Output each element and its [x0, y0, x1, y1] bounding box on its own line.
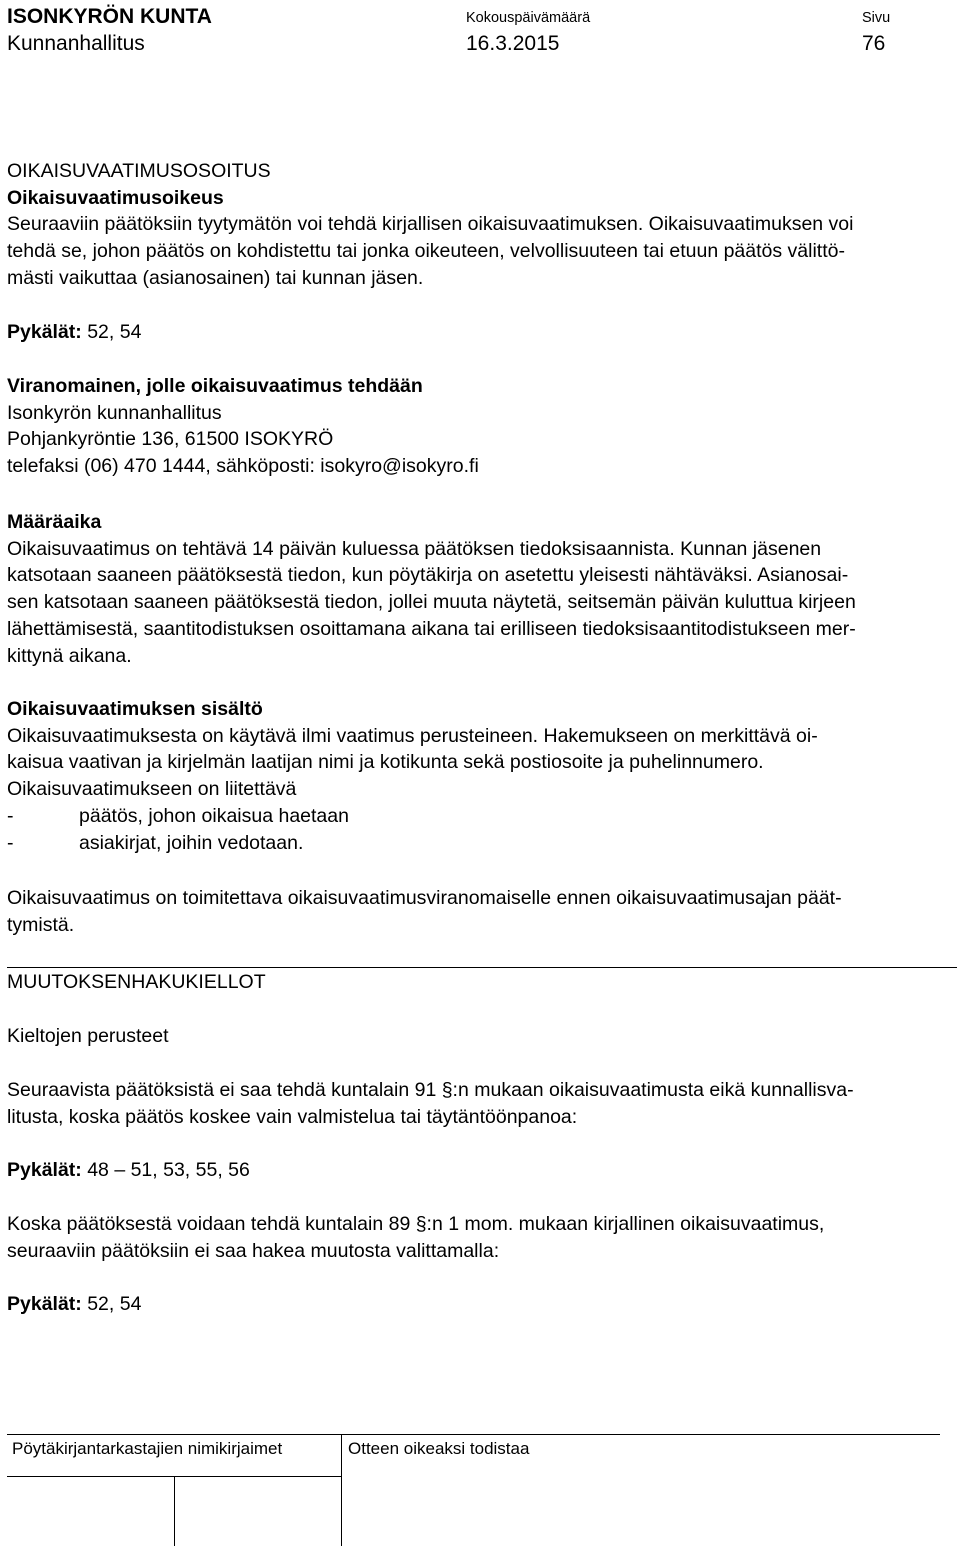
content-block: [7, 696, 947, 856]
appeal-section: [7, 158, 947, 292]
authority-line: Isonkyrön kunnanhallitus: [7, 401, 222, 424]
authority-line: Pohjankyröntie 136, 61500 ISOKYRÖ: [7, 428, 334, 451]
content-line: Oikaisuvaatimuksesta on käytävä ilmi vaatimus perusteineen. Hakemukseen on merkittävä oi-: [7, 724, 818, 747]
prohibition-sections-2: [7, 1291, 947, 1318]
prohibition-para-2: [7, 1211, 947, 1264]
page-label: Sivu: [862, 10, 891, 26]
sections-value: 52, 54: [81, 321, 142, 343]
deadline-line: katsotaan saaneen päätöksestä tiedon, kun pöytäkirja on asetettu yleisesti nähtäväksi. Asianosai-: [7, 564, 849, 587]
signatures-label: Pöytäkirjantarkastajien nimikirjaimet: [12, 1439, 283, 1458]
prohibitions-title: MUUTOKSENHAKUKIELLOT: [7, 971, 266, 993]
prohibition-sections-1: [7, 1157, 947, 1184]
deadline-line: sen katsotaan saaneen päätöksestä tiedon, jollei muuta näytetä, seitsemän päivän kuluttua kirjeen: [7, 591, 856, 614]
appeal-right-heading: Oikaisuvaatimusoikeus: [7, 186, 224, 209]
appeal-intro-line: tehdä se, johon päätös on kohdistettu tai jonka oikeuteen, velvollisuuteen tai etuun päätös välittö-: [7, 240, 845, 263]
certified-label: Otteen oikeaksi todistaa: [348, 1439, 530, 1458]
prohibition-line: seuraaviin päätöksiin ei saa hakea muutosta valittamalla:: [7, 1239, 500, 1262]
content-line: Oikaisuvaatimukseen on liitettävä: [7, 778, 297, 801]
delivery-block: [7, 885, 947, 938]
prohibition-para-1: [7, 1077, 947, 1130]
content-line: kaisua vaativan ja kirjelmän laatijan nimi ja kotikunta sekä postiosoite ja puhelinnumero.: [7, 751, 764, 774]
authority-line: telefaksi (06) 470 1444, sähköposti: isokyro@isokyro.fi: [7, 455, 479, 478]
grounds-heading: Kieltojen perusteet: [7, 1025, 169, 1047]
footer-signature-divider: [174, 1476, 175, 1546]
prohibition-line: litusta, koska päätös koskee vain valmistelua tai täytäntöönpanoa:: [7, 1105, 578, 1128]
prohibition-line: Seuraavista päätöksistä ei saa tehdä kuntalain 91 §:n mukaan oikaisuvaatimusta eikä kunnallisva-: [7, 1079, 854, 1101]
authority-block: [7, 373, 947, 480]
attachment-item: [7, 830, 947, 857]
sections-label: Pykälät:: [7, 1159, 82, 1181]
sections-label: Pykälät:: [7, 1293, 82, 1315]
content-heading: Oikaisuvaatimuksen sisältö: [7, 698, 263, 720]
deadline-heading: Määräaika: [7, 511, 102, 533]
sections-value: 48 – 51, 53, 55, 56: [81, 1159, 250, 1181]
deadline-line: Oikaisuvaatimus on tehtävä 14 päivän kuluessa päätöksen tiedoksisaannista. Kunnan jäsenen: [7, 537, 822, 560]
deadline-line: kittynä aikana.: [7, 644, 132, 667]
sections-value: 52, 54: [81, 1293, 142, 1315]
footer-top-rule: [7, 1434, 940, 1435]
prohibition-line: Koska päätöksestä voidaan tehdä kuntalain 89 §:n 1 mom. mukaan kirjallinen oikaisuvaatimus,: [7, 1213, 825, 1235]
deadline-line: lähettämisestä, saantitodistuksen osoittamana aikana tai erilliseen tiedoksisaantitodistukseen mer-: [7, 617, 856, 640]
appeal-title: OIKAISUVAATIMUSOSOITUS: [7, 160, 271, 182]
delivery-line: tymistä.: [7, 913, 75, 936]
deadline-block: [7, 509, 947, 669]
list-dash: -: [7, 831, 14, 854]
attachment-item: [7, 803, 947, 830]
sections-label: Pykälät:: [7, 321, 82, 343]
meeting-date-label: Kokouspäivämäärä: [466, 10, 591, 26]
appeal-intro-line: Seuraaviin päätöksiin tyytymätön voi tehdä kirjallisen oikaisuvaatimuksen. Oikaisuvaatimuksen voi: [7, 213, 854, 236]
delivery-line: Oikaisuvaatimus on toimitettava oikaisuvaatimusviranomaiselle ennen oikaisuvaatimusajan päät-: [7, 887, 842, 909]
section-divider: [7, 967, 957, 968]
authority-heading: Viranomainen, jolle oikaisuvaatimus tehdään: [7, 375, 423, 397]
meeting-date: 16.3.2015: [466, 32, 560, 55]
appeal-sections: [7, 319, 947, 346]
attachment-text: asiakirjat, joihin vedotaan.: [79, 831, 304, 854]
appeal-intro-line: mästi vaikuttaa (asianosainen) tai kunnan jäsen.: [7, 266, 424, 289]
list-dash: -: [7, 804, 14, 827]
organization-name: ISONKYRÖN KUNTA: [7, 5, 212, 28]
attachment-text: päätös, johon oikaisua haetaan: [79, 804, 349, 827]
footer-column-divider: [341, 1434, 342, 1546]
page-number: 76: [862, 32, 886, 55]
body-name: Kunnanhallitus: [7, 32, 145, 55]
